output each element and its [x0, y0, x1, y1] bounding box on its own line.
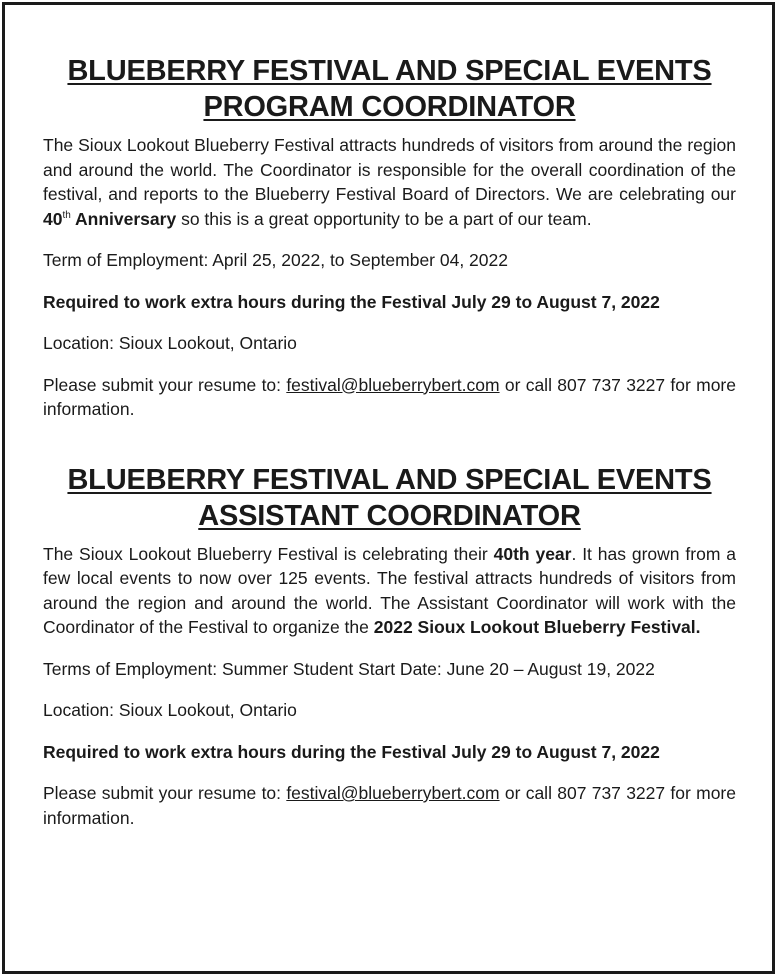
festival-name: 2022 Sioux Lookout Blueberry Festival.: [373, 617, 701, 637]
ad-content: [43, 53, 736, 830]
title-line-1: BLUEBERRY FESTIVAL AND SPECIAL EVENTS: [67, 463, 712, 496]
fortieth-year: 40th year: [493, 543, 572, 564]
assistant-terms: Terms of Employment: Summer Student Start Date: June 20 – August 19, 2022: [43, 658, 655, 679]
program-extra-hours: Required to work extra hours during the Festival July 29 to August 7, 2022: [43, 291, 660, 312]
assistant-intro: The Sioux Lookout Blueberry Festival is celebrating their 40th year. It has grown from a few local events to now over 125 events. The festival attracts hundreds of visitors from around the region and around the world. The Assistant Coordinator will work with the Coordinator of the Festival to organize the 2022 Sioux Lookout Blueberry Festival.: [43, 543, 736, 637]
program-coordinator-section: [43, 53, 736, 422]
program-term: Term of Employment: April 25, 2022, to September 04, 2022: [43, 250, 508, 270]
title-line-2: ASSISTANT COORDINATOR: [198, 499, 581, 532]
program-coordinator-title: [43, 53, 736, 125]
assistant-submit: Please submit your resume to: festival@blueberrybert.com or call 807 737 3227 for more information.: [43, 783, 736, 828]
assistant-coordinator-section: [43, 462, 736, 831]
assistant-email-link[interactable]: festival@blueberrybert.com: [286, 783, 500, 803]
program-intro: The Sioux Lookout Blueberry Festival attracts hundreds of visitors from around the region and around the world. The Coordinator is responsible for the overall coordination of the festival, and reports to the Blueberry Festival Board of Directors. We are celebrating our 40th Anniversary so this is a great opportunity to be a part of our team.: [43, 135, 736, 229]
assistant-coordinator-title: [43, 462, 736, 534]
program-email-link[interactable]: festival@blueberrybert.com: [286, 374, 500, 395]
program-submit: Please submit your resume to: festival@blueberrybert.com or call 807 737 3227 for more information.: [43, 374, 736, 419]
assistant-extra-hours: Required to work extra hours during the Festival July 29 to August 7, 2022: [43, 741, 660, 762]
ad-border: [2, 2, 775, 974]
title-line-1: BLUEBERRY FESTIVAL AND SPECIAL EVENTS: [67, 55, 712, 87]
anniversary-number: 40: [43, 208, 63, 229]
program-location: Location: Sioux Lookout, Ontario: [43, 333, 297, 353]
anniversary-word: Anniversary: [70, 208, 177, 229]
title-line-2: PROGRAM COORDINATOR: [203, 91, 576, 123]
anniversary-suffix: th: [62, 209, 71, 221]
assistant-location: Location: Sioux Lookout, Ontario: [43, 700, 297, 720]
